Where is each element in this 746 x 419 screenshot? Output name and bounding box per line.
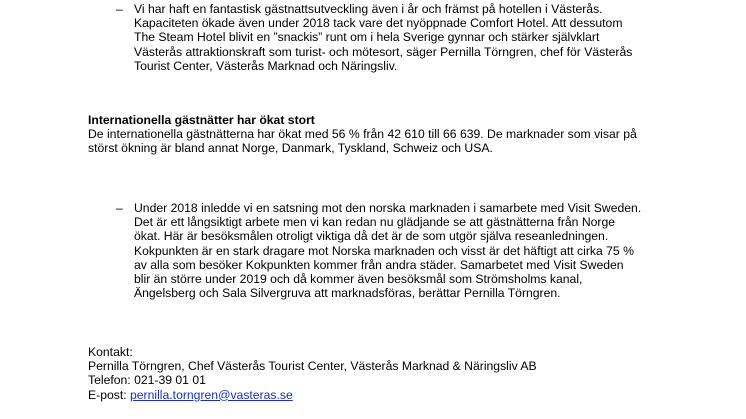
text-line: Det är ett långsiktigt arbete men vi kan redan nu glädjande se att gästnätterna från Norge (134, 215, 616, 230)
section-heading: Internationella gästnätter har ökat stort (88, 113, 315, 127)
contact-phone: Telefon: 021-39 01 01 (88, 373, 206, 388)
text-line: The Steam Hotel blivit en ”snackis” runt om i hela Sverige gynnar och stärker självklart (134, 30, 600, 45)
text-line: av alla som besöker Kokpunkten kommer från andra städer. Samarbetet med Visit Sweden (134, 257, 624, 272)
contact-email-line (88, 388, 537, 402)
contact-person: Pernilla Törngren, Chef Västerås Tourist Center, Västerås Marknad & Näringsliv AB (88, 359, 537, 374)
contact-block (88, 345, 537, 402)
text-line: Tourist Center, Västerås Marknad och Näringsliv. (134, 58, 398, 73)
email-link[interactable]: pernilla.torngren@vasteras.se (130, 387, 293, 402)
section-paragraph (88, 127, 637, 155)
quote-paragraph-1 (134, 2, 632, 73)
text-line: Vi har haft en fantastisk gästnattsutveckling även i år och främst på hotellen i Västerås. (134, 2, 603, 16)
text-line: störst ökning är bland annat Norge, Danmark, Tyskland, Schweiz och USA. (88, 141, 493, 156)
quote-paragraph-2 (134, 201, 641, 300)
text-line: ökat. Här är besöksmålen otroligt viktiga då det är de som utgör själva reseanledningen. (134, 229, 609, 244)
quote-dash: – (116, 2, 123, 16)
text-line: Ängelsberg och Sala Silvergruva att marknadsföras, berättar Pernilla Törngren. (134, 286, 561, 301)
email-label: E-post: (88, 387, 130, 402)
text-line: De internationella gästnätterna har ökat med 56 % från 42 610 till 66 639. De marknader som visar på (88, 127, 637, 141)
text-line: Västerås attraktionskraft som turist- och mötesort, säger Pernilla Törngren, chef för Västerås (134, 44, 633, 59)
quote-dash: – (116, 201, 123, 215)
text-line: blir än större under 2019 och då kommer även besöksmål som Strömsholms kanal, (134, 272, 583, 287)
text-line: Kokpunkten är en stark dragare mot Norska marknaden och visst är det häftigt att cirka 75 % (134, 243, 634, 258)
text-line: Under 2018 inledde vi en satsning mot den norska marknaden i samarbete med Visit Sweden. (134, 201, 642, 215)
text-line: Kapaciteten ökade även under 2018 tack vare det nyöppnade Comfort Hotel. Att dessutom (134, 16, 623, 31)
contact-label: Kontakt: (88, 345, 133, 359)
